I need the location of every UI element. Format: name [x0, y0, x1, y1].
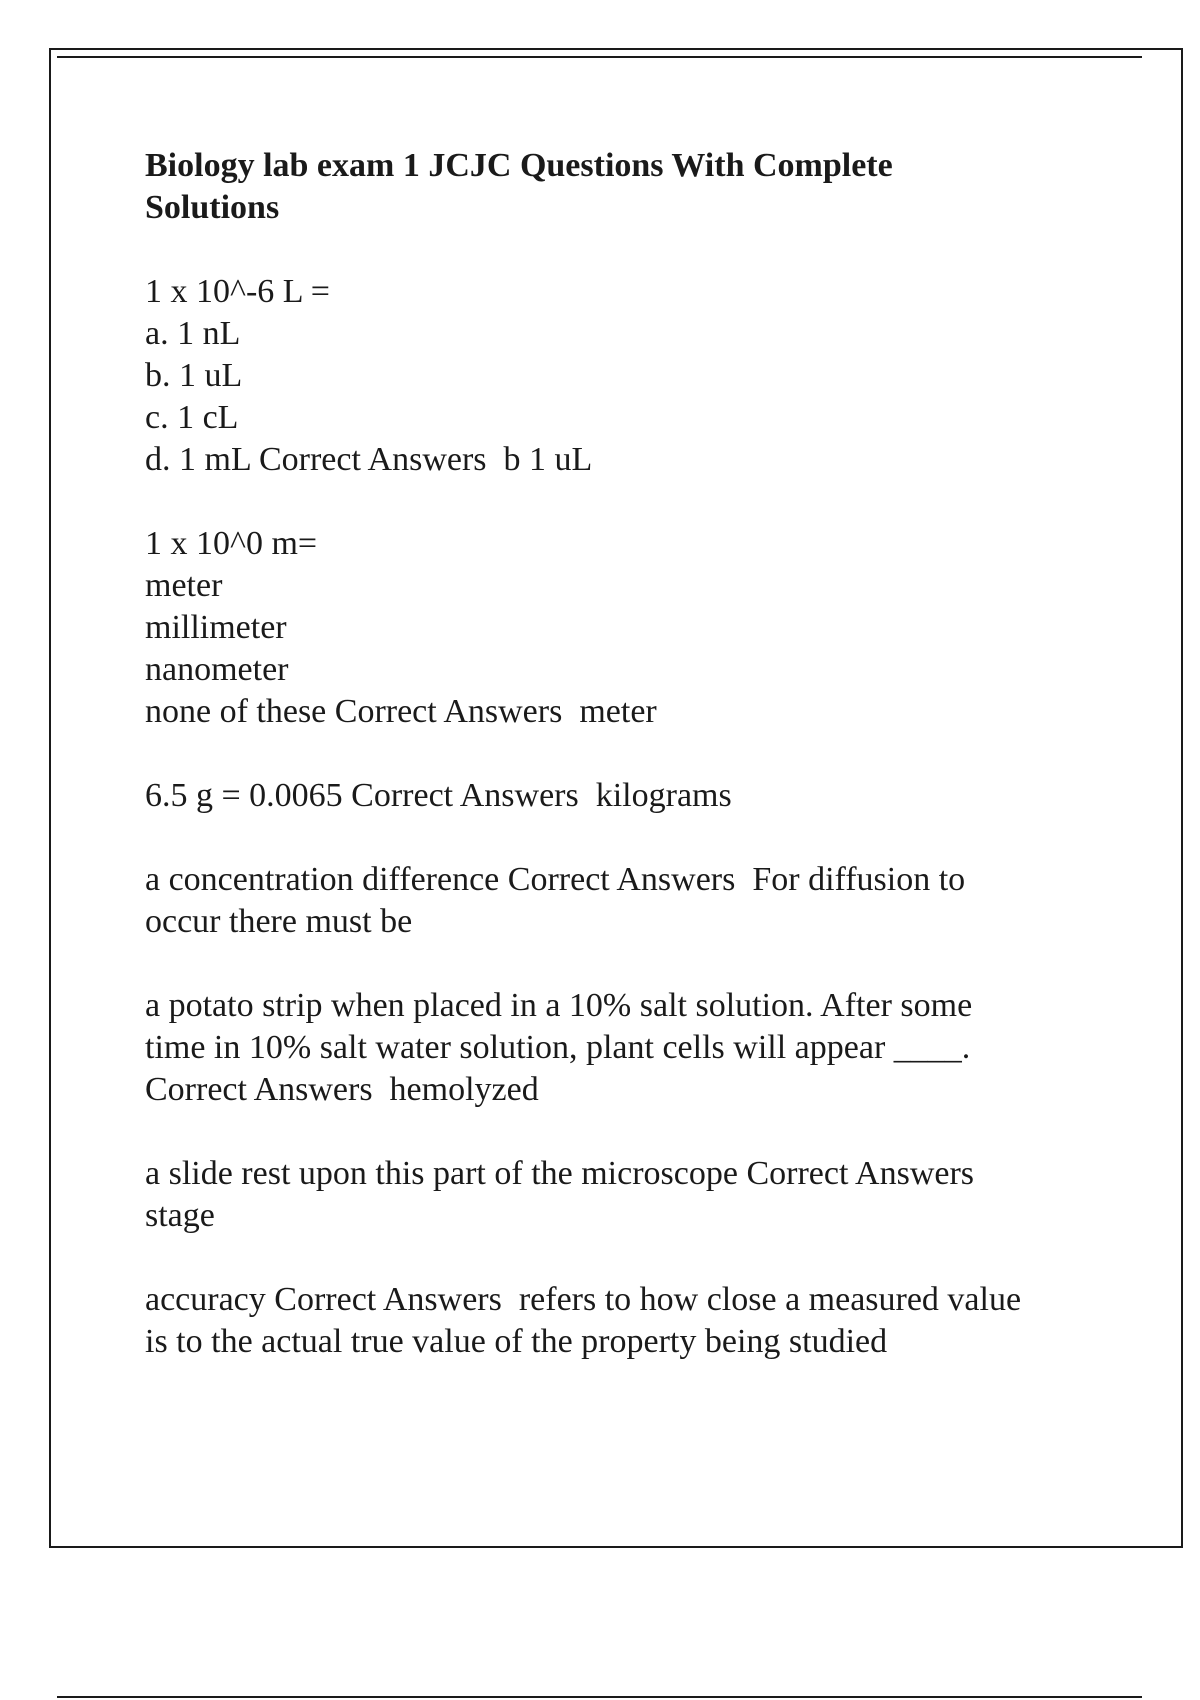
qa-line: 1 x 10^0 m= [145, 525, 318, 562]
document-title: Biology lab exam 1 JCJC Questions With Complete Solutions [145, 147, 893, 226]
qa-line: b. 1 uL [145, 357, 243, 394]
qa-item [145, 775, 1095, 817]
qa-line: d. 1 mL Correct Answers b 1 uL [145, 441, 593, 478]
qa-item [145, 1153, 1095, 1237]
qa-line: Correct Answers hemolyzed [145, 1071, 539, 1108]
qa-line: accuracy Correct Answers refers to how close a measured value [145, 1281, 1022, 1318]
bottom-rule [57, 1696, 1142, 1698]
qa-line: a potato strip when placed in a 10% salt solution. After some [145, 987, 973, 1024]
qa-line: 6.5 g = 0.0065 Correct Answers kilograms [145, 777, 732, 814]
qa-line: a slide rest upon this part of the microscope Correct Answers [145, 1155, 975, 1192]
document-content [145, 145, 1095, 1405]
qa-item [145, 271, 1095, 481]
qa-line: a concentration difference Correct Answers For diffusion to [145, 861, 966, 898]
qa-item [145, 523, 1095, 733]
qa-line: c. 1 cL [145, 399, 239, 436]
qa-line: nanometer [145, 651, 289, 688]
qa-item [145, 859, 1095, 943]
top-rule [57, 56, 1142, 58]
qa-line: meter [145, 567, 223, 604]
qa-line: millimeter [145, 609, 287, 646]
qa-line: time in 10% salt water solution, plant cells will appear ____. [145, 1029, 971, 1066]
qa-line: 1 x 10^-6 L = [145, 273, 330, 310]
qa-line: none of these Correct Answers meter [145, 693, 657, 730]
qa-line: is to the actual true value of the property being studied [145, 1323, 888, 1360]
qa-line: a. 1 nL [145, 315, 241, 352]
qa-item [145, 985, 1095, 1111]
qa-line: stage [145, 1197, 215, 1234]
qa-item [145, 1279, 1095, 1363]
qa-line: occur there must be [145, 903, 413, 940]
